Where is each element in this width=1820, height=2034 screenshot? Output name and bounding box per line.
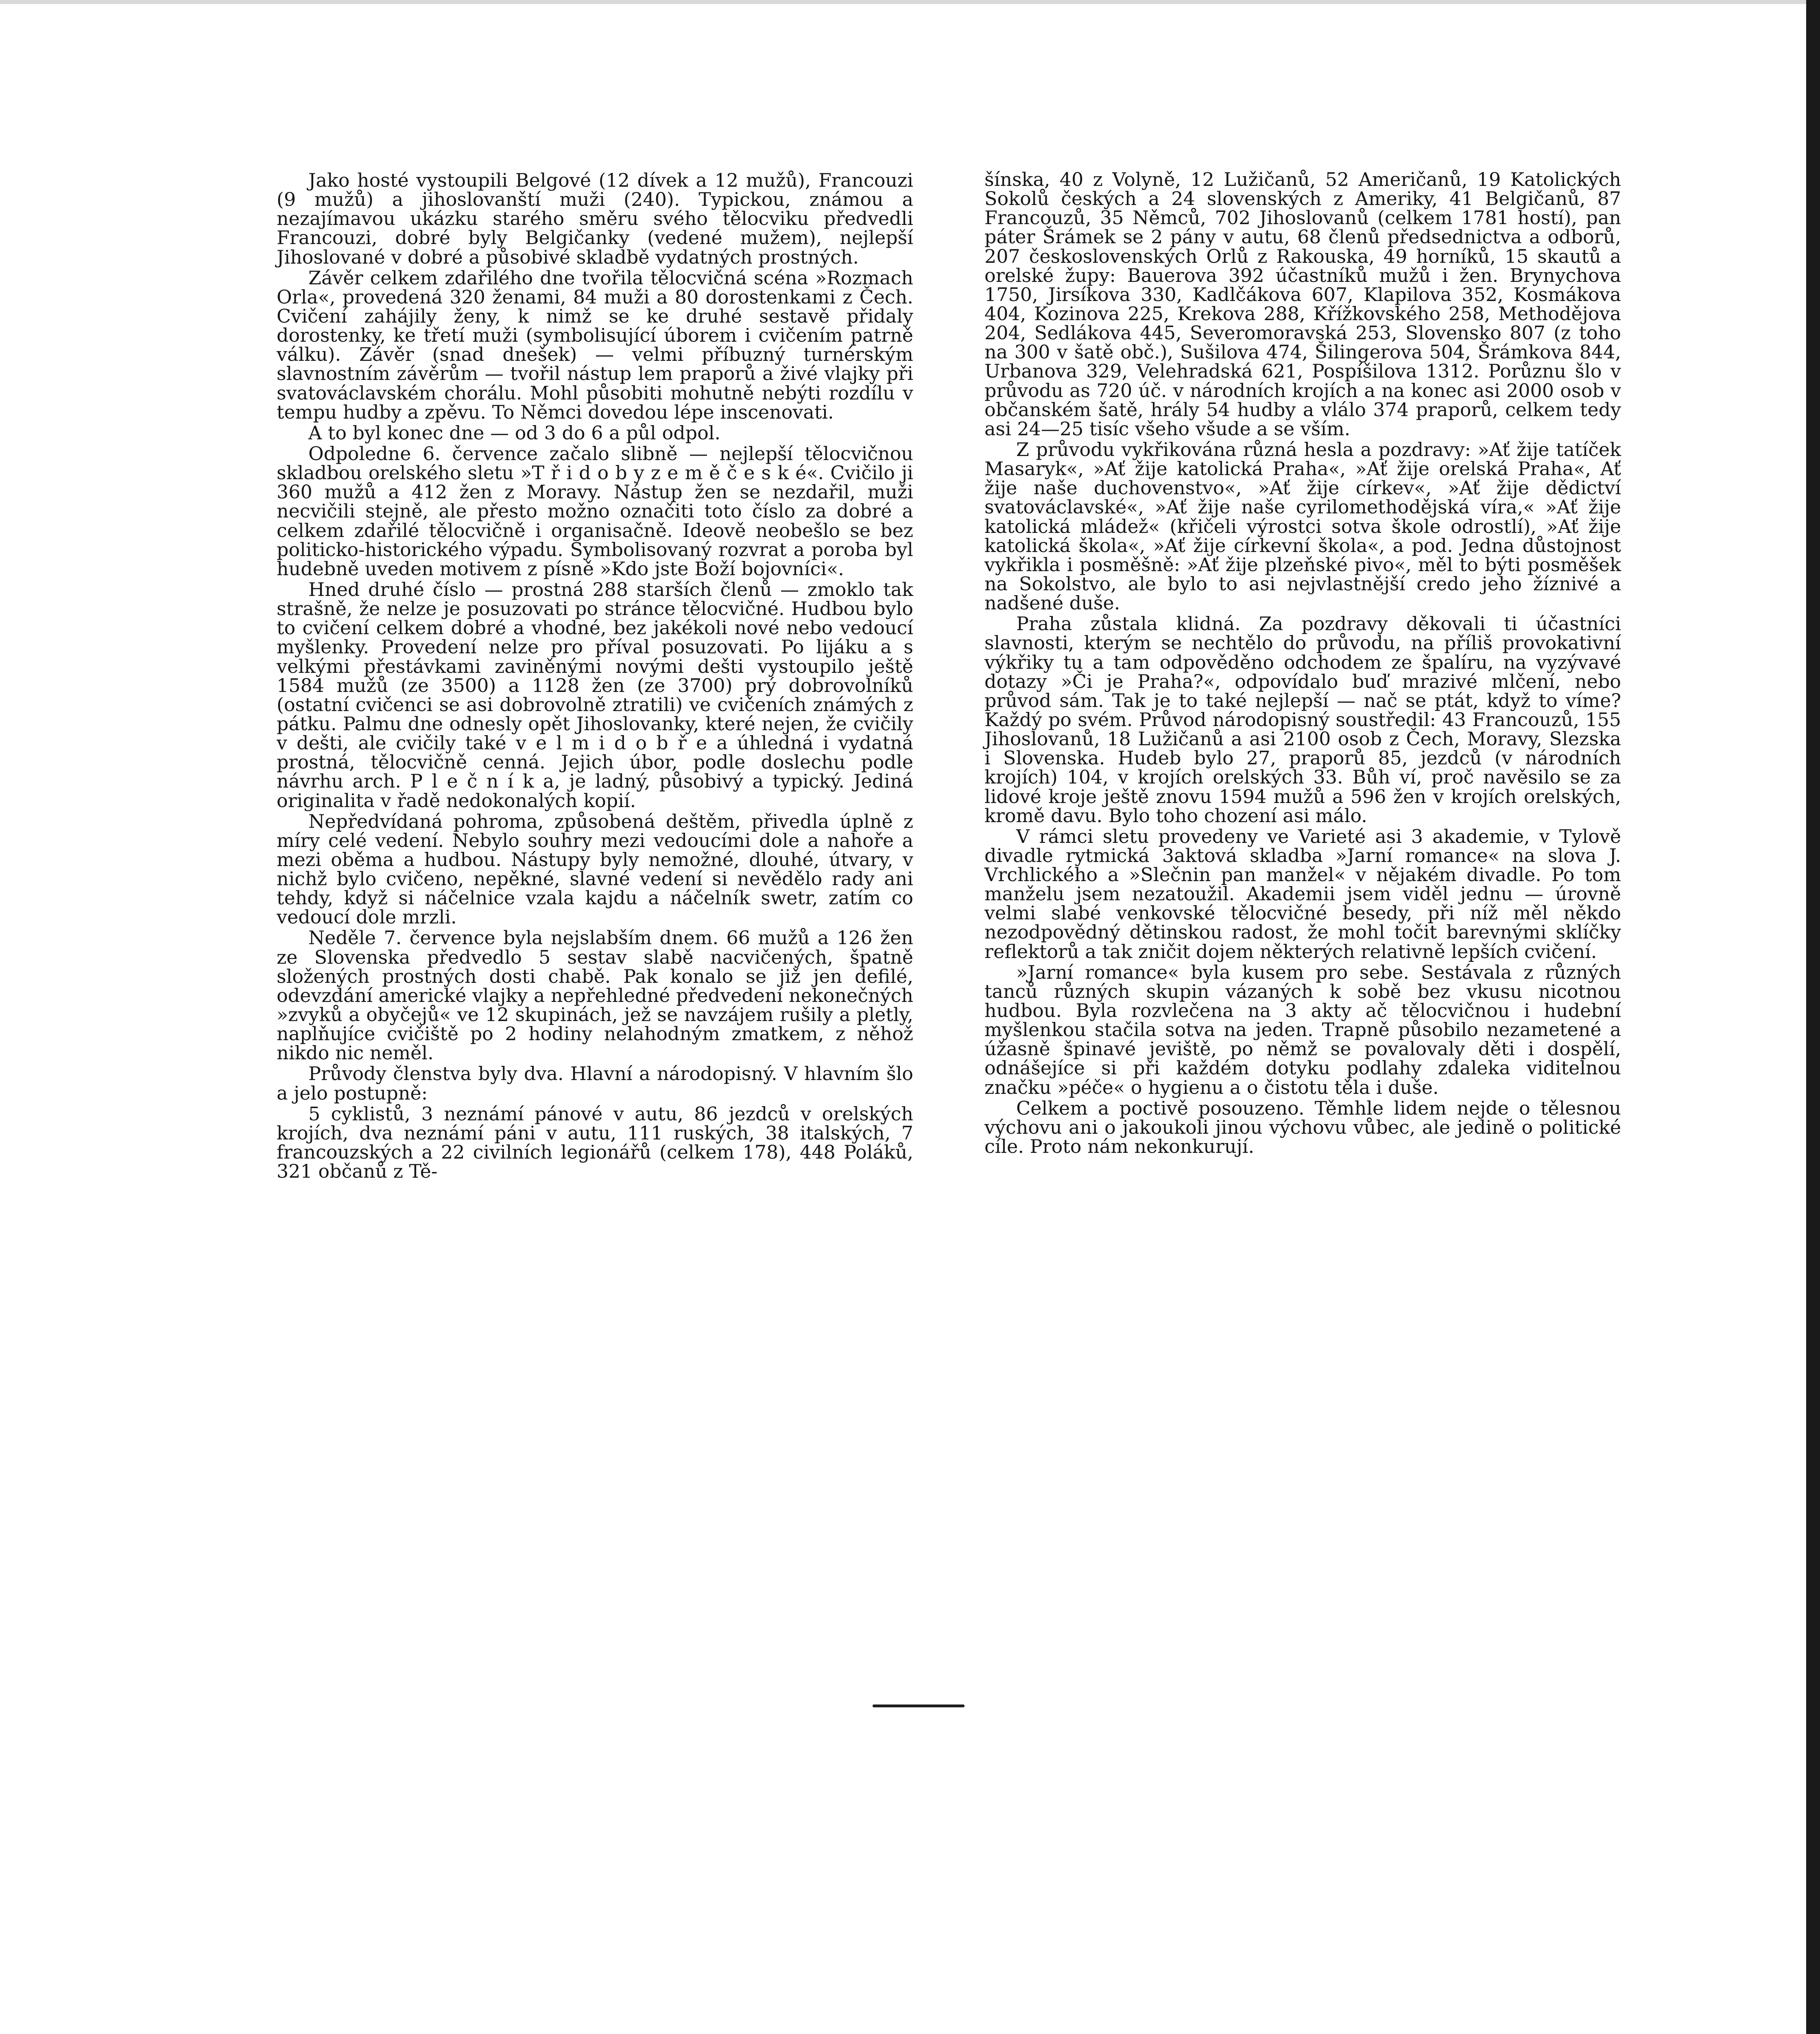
paragraph: Jako hosté vystoupili Belgové (12 dívek a 12 mužů), Francouzi (9 mužů) a jihoslovanští muži (240). Typickou, známou a nezajímavou ukázku starého směru svého tělocviku předvedli Francouzi, dobré byly Belgičanky (vedené mužem), nejlepší Jihoslované v dobré a působivé skladbě vydatných prostných. [277,169,913,268]
paragraph: 5 cyklistů, 3 neznámí pánové v autu, 86 jezdců v orelských krojích, dva neznámí páni v autu, 111 ruských, 38 italských, 7 francouzských a 22 civilních legionářů (celkem 178), 448 Poláků, 321 občanů z Tě- [277,1102,913,1183]
paragraph: A to byl konec dne — od 3 do 6 a půl odpol. [308,421,721,444]
scan-edge-top [0,0,1820,4]
scan-edge-right [1806,0,1820,2034]
paragraph: »Jarní romance« byla kusem pro sebe. Sestávala z různých tanců různých skupin vázaných k sobě bez vkusu nicotnou hudbou. Byla rozvlečena na 3 akty ač tělocvičnou i hudební myšlenkou stačila sotva na jeden. Trapně působilo nezametené a úžasně špinavé jeviště, po němž se povalovaly děti i dospělí, odnášejíce si při každém dotyku podlahy zdaleka viditelnou značku »péče« o hygienu a o čistotu těla i duše. [984,961,1621,1098]
paragraph: Praha zůstala klidná. Za pozdravy děkovali ti účastníci slavnosti, kterým se nechtělo do průvodu, na příliš provokativní výkřiky tu a tam odpověděno odchodem ze špalíru, na vyzývavé dotazy »Či je Praha?«, odpovídalo buď mrazivé mlčení, nebo průvod sám. Tak je to také nejlepší — nač se ptát, když to víme? Každý po svém. Průvod národopisný soustředil: 43 Francouzů, 155 Jihoslovanů, 18 Lužičanů a asi 2100 osob z Čech, Moravy, Slezska i Slovenska. Hudeb bylo 27, praporů 85, jezdců (v národních krojích) 104, v krojích orelských 33. Bůh ví, proč navěsilo se za lidové kroje ještě znovu 1594 mužů a 596 žen v krojích orelských, kromě davu. Bylo toho chození asi málo. [984,613,1621,827]
paragraph: Závěr celkem zdařilého dne tvořila tělocvičná scéna »Rozmach Orla«, provedená 320 ženami, 84 muži a 80 dorostenkami z Čech. Cvičení zahájily ženy, k nimž se ke druhé sestavě přidaly dorostenky, ke třetí muži (symbolisující úborem i cvičením patrně válku). Závěr (snad dnešek) — velmi příbuzný turnérským slavnostním závěrům — tvořil nástup lem praporů a živé vlajky při svatováclavském chorálu. Mohl působiti mohutně nebýti rozdílu v tempu hudby a zpěvu. To Němci dovedou lépe inscenovati. [277,266,913,423]
paragraph: Průvody členstva byly dva. Hlavní a národopisný. V hlavním šlo a jelo postupně: [277,1063,913,1104]
paragraph: V rámci sletu provedeny ve Varieté asi 3 akademie, v Tylově divadle rytmická 3aktová skladba »Jarní romance« na slova J. Vrchlického a »Slečnin pan manžel« v nějakém divadle. Po tom manželu jsem nezatoužil. Akademii jsem viděl jednu — úrovně velmi slabé venkovské tělocvičné besedy, při níž měl někdo nezodpovědný dětinskou radost, že mohl točit barevnými sklíčky reflektorů a tak zničit dojem některých relativně lepších cvičení. [984,825,1621,962]
paragraph: Nepředvídaná pohroma, způsobená deštěm, přivedla úplně z míry celé vedení. Nebylo souhry mezi vedoucími dole a nahoře a mezi oběma a hudbou. Nástupy byly nemožné, dlouhé, útvary, v nichž bylo cvičeno, nepěkné, slavné vedení si nevědělo rady ani tehdy, když si náčelnice vzala kajdu a náčelník swetr, zatím co vedoucí dole mrzli. [277,810,913,928]
paragraph: šínska, 40 z Volyně, 12 Lužičanů, 52 Američanů, 19 Katolických Sokolů českých a 24 slovenských z Ameriky, 41 Belgičanů, 87 Francouzů, 35 Němců, 702 Jihoslovanů (celkem 1781 hostí), pan páter Šrámek se 2 pány v autu, 68 členů předsednictva a odborů, 207 československých Orlů z Rakouska, 49 horníků, 15 skautů a orelské župy: Bauerova 392 účastníků mužů i žen. Brynychova 1750, Jirsíkova 330, Kadlčákova 607, Klapilova 352, Kosmákova 404, Kozinova 225, Krekova 288, Křížkovského 258, Methodějova 204, Sedlákova 445, Severomoravská 253, Slovensko 807 (z toho na 300 v šatě obč.), Sušilova 474, Šilingerova 504, Šrámkova 844, Urbanova 329, Velehradská 621, Pospíšilova 1312. Porůznu šlo v průvodu as 720 úč. v národních krojích a na konec asi 2000 osob v občanském šatě, hrály 54 hudby a vlálo 374 praporů, celkem tedy asi 24—25 tisíc všeho všude a se vším. [984,168,1621,440]
paragraph: Hned druhé číslo — prostná 288 starších členů — zmoklo tak strašně, že nelze je posuzovati po stránce tělocvičné. Hudbou bylo to cvičení celkem dobré a vhodné, bez jakékoli nové nebo vedoucí myšlenky. Provedení nelze pro příval posuzovati. Po lijáku a s velkými přestávkami zaviněnými novými dešti vystoupilo ještě 1584 mužů (ze 3500) a 1128 žen (ze 3700) prý dobrovolníků (ostatní cvičenci se asi dobrovolně ztratili) ve cvičeních známých z pátku. Palmu dne odnesly opět Jihoslovanky, které nejen, že cvičily v dešti, ale cvičily také v e l m i d o b ř e a úhledná i vydatná prostná, tělocvičně cenná. Jejich úbor, podle doslechu podle návrhu arch. P l e č n í k a, je ladný, působivý a typický. Jediná originalita v řadě nedokonalých kopií. [277,578,913,812]
paragraph: Celkem a poctivě posouzeno. Těmhle lidem nejde o tělesnou výchovu ani o jakoukoli jinou výchovu vůbec, ale jedině o politické cíle. Proto nám nekonkurují. [984,1097,1621,1158]
article-end-rule [873,1704,965,1707]
paragraph: Odpoledne 6. července začalo slibně — nejlepší tělocvičnou skladbou orelského sletu »T ř i d o b y z e m ě č e s k é«. Cvičilo ji 360 mužů a 412 žen z Moravy. Nástup žen se nezdařil, muži necvičili stejně, ale přesto možno označiti toto číslo za dobré a celkem zdařilé tělocvičně i organisačně. Ideově neobešlo se bez politicko-historického výpadu. Symbolisovaný rozvrat a poroba byl hudebně uveden motivem z písně »Kdo jste Boží bojovníci«. [277,442,913,580]
left-text-column [277,171,913,1183]
right-text-column [984,170,1621,1158]
paragraph: Z průvodu vykřikována různá hesla a pozdravy: »Ať žije tatíček Masaryk«, »Ať žije katolická Praha«, »Ať žije orelská Praha«, Ať žije naše duchovenstvo«, »Ať žije církev«, »Ať žije dědictví svatováclavské«, »Ať žije naše cyrilomethodějská víra,« »Ať žije katolická mládež« (křičeli výrostci sotva škole odrostlí), »Ať žije katolická škola«, »Ať žije církevní škola«, a pod. Jedna důstojnost vykřikla i posměšně: »Ať žije plzeňské pivo«, měl to býti posměšek na Sokolstvo, ale bylo to asi nejvlastnější credo jeho žíznivé a nadšené duše. [984,438,1621,614]
paragraph: Neděle 7. července byla nejslabším dnem. 66 mužů a 126 žen ze Slovenska předvedlo 5 sestav slabě nacvičených, špatně složených prostných dosti chabě. Pak konalo se již jen defilé, odevzdání americké vlajky a nepřehledné předvedení nekonečných »zvyků a obyčejů« ve 12 skupinách, jež se navzájem rušily a pletly, naplňujíce cvičiště po 2 hodiny nelahodným zmatkem, z něhož nikdo nic neměl. [277,927,913,1064]
